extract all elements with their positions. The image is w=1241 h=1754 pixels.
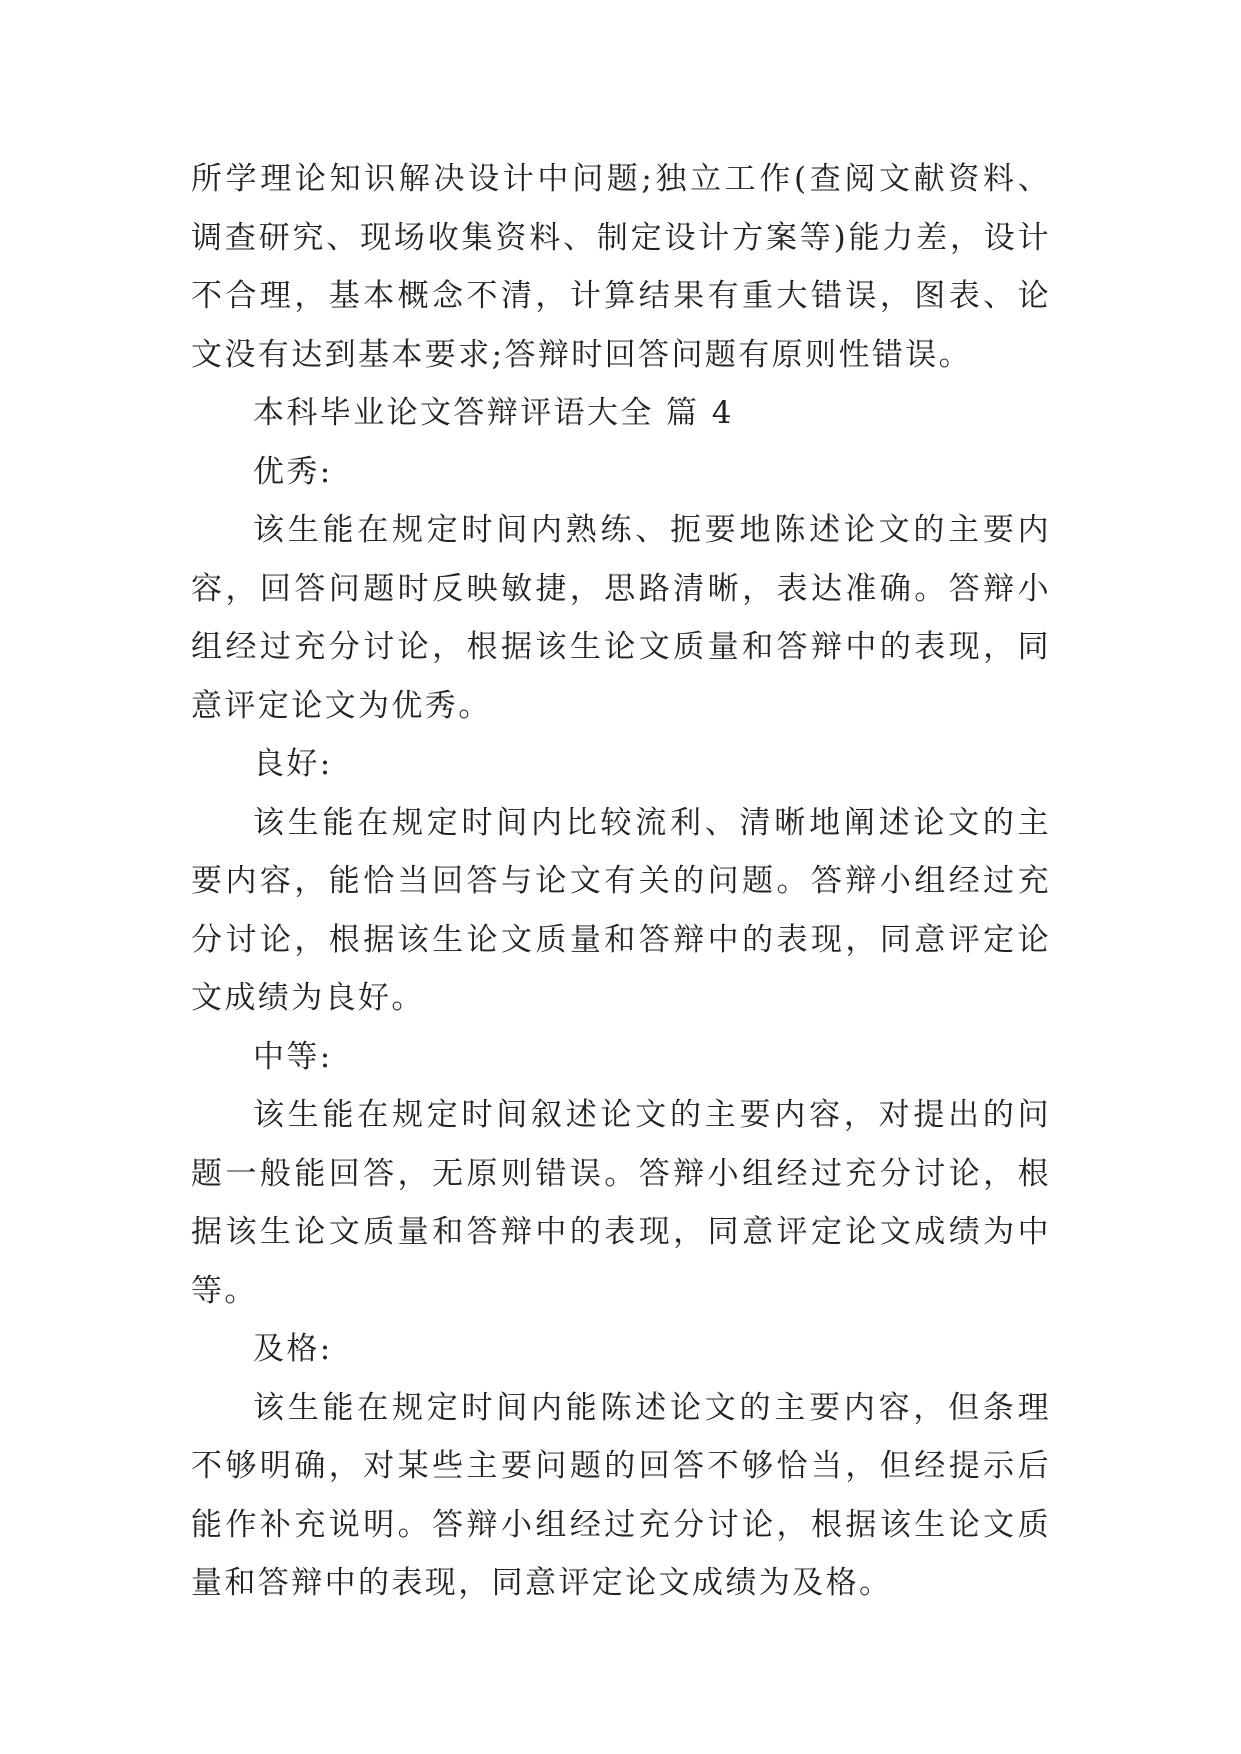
grade-label-good: 良好: [253, 746, 333, 782]
grade-label-medium: 中等: [253, 1038, 333, 1075]
comment-paragraph-pass: 该生能在规定时间内能陈述论文的主要内容，但条理不够明确，对某些主要问题的回答不够恰当，但经提示后能作补充说明。答辩小组经过充分讨论，根据该生论文质量和答辩中的表现，同意评定论文成绩为及格。 [191, 1389, 1051, 1601]
document-body [191, 150, 1051, 1613]
continuation-paragraph: 所学理论知识解决设计中问题;独立工作(查阅文献资料、调查研究、现场收集资料、制定设计方案等)能力差，设计不合理，基本概念不清，计算结果有重大错误，图表、论文没有达到基本要求;答辩时回答问题有原则性错误。 [191, 161, 1051, 373]
comment-paragraph-good: 该生能在规定时间内比较流利、清晰地阐述论文的主要内容，能恰当回答与论文有关的问题。答辩小组经过充分讨论，根据该生论文质量和答辩中的表现，同意评定论文成绩为良好。 [191, 804, 1051, 1016]
grade-label-excellent: 优秀: [253, 453, 333, 490]
grade-label-pass: 及格: [253, 1331, 333, 1367]
comment-paragraph-excellent: 该生能在规定时间内熟练、扼要地陈述论文的主要内容，回答问题时反映敏捷，思路清晰，表达准确。答辩小组经过充分讨论，根据该生论文质量和答辩中的表现，同意评定论文为优秀。 [191, 512, 1051, 724]
section-heading: 本科毕业论文答辩评语大全 篇 4 [253, 395, 734, 431]
comment-paragraph-medium: 该生能在规定时间叙述论文的主要内容，对提出的问题一般能回答，无原则错误。答辩小组经过充分讨论，根据该生论文质量和答辩中的表现，同意评定论文成绩为中等。 [191, 1097, 1051, 1309]
